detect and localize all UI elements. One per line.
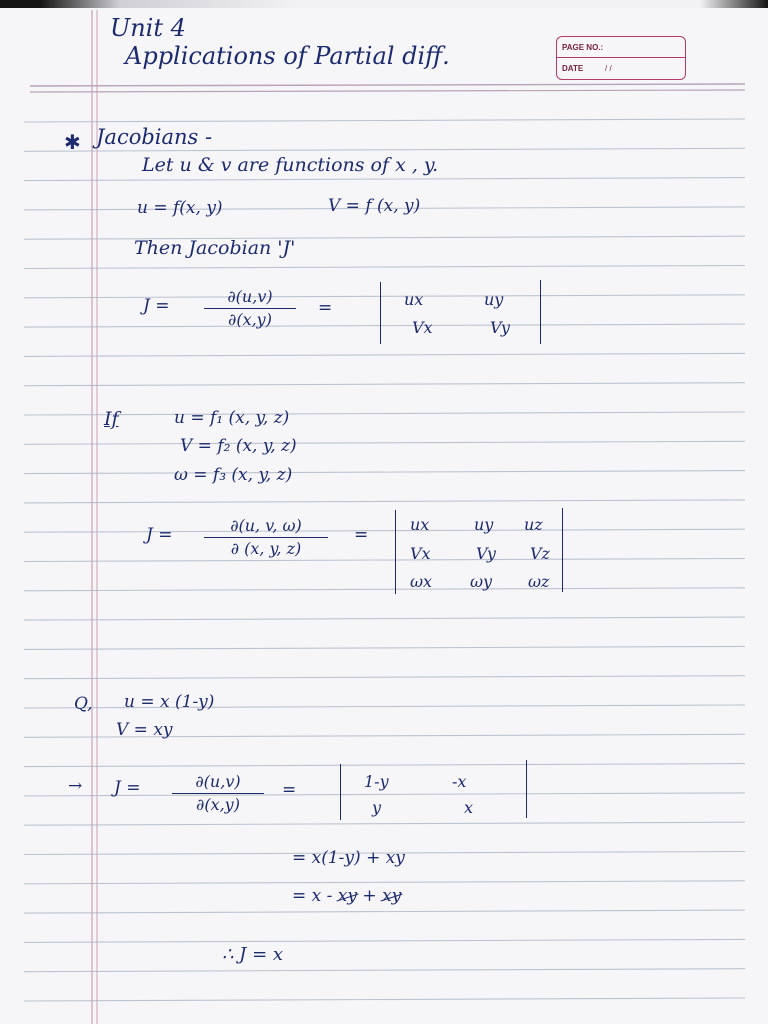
fraction-numerator: ∂(u,v) bbox=[227, 287, 273, 306]
ruled-line bbox=[24, 939, 745, 942]
question-label: Q, bbox=[74, 694, 93, 714]
date-label: DATE bbox=[562, 64, 584, 73]
ruled-line bbox=[24, 881, 745, 884]
ruled-line bbox=[24, 295, 745, 298]
equals-sign: = bbox=[282, 780, 297, 800]
example-v: V = xy bbox=[116, 720, 173, 740]
fraction-denominator: ∂ (x, y, z) bbox=[230, 539, 302, 558]
ruled-line bbox=[24, 998, 745, 1001]
header-rule bbox=[30, 90, 745, 92]
ruled-line bbox=[24, 822, 745, 825]
jacobian-lhs: J = bbox=[114, 778, 141, 798]
matrix-cell: Vy bbox=[476, 544, 496, 563]
intro-line: Let u & v are functions of x , y. bbox=[142, 154, 439, 176]
if-label: If bbox=[104, 408, 119, 430]
matrix-cell: uz bbox=[524, 515, 543, 534]
fraction-bar bbox=[172, 793, 264, 794]
ruled-line bbox=[24, 676, 745, 679]
step-two bbox=[292, 886, 401, 906]
jacobian-lhs: J = bbox=[143, 296, 170, 316]
stamp-divider bbox=[557, 57, 685, 58]
matrix-cell: uy bbox=[484, 290, 504, 309]
step-two-lead: = x - bbox=[292, 886, 333, 906]
ruled-line bbox=[24, 617, 745, 620]
equals-sign: = bbox=[354, 525, 369, 545]
fraction-bar bbox=[204, 537, 328, 538]
matrix-cell: Vx bbox=[410, 544, 431, 563]
ruled-line bbox=[24, 471, 745, 474]
topic-title: Applications of Partial diff. bbox=[125, 42, 450, 70]
v-function: V = f₂ (x, y, z) bbox=[180, 436, 297, 456]
ruled-line bbox=[24, 266, 745, 269]
ruled-line bbox=[24, 353, 745, 356]
ruled-line bbox=[24, 412, 745, 415]
w-function: ω = f₃ (x, y, z) bbox=[174, 465, 293, 485]
page-date-stamp bbox=[556, 36, 686, 80]
matrix-cell: ωy bbox=[470, 572, 493, 591]
ruled-line bbox=[24, 119, 745, 122]
section-heading: Jacobians - bbox=[96, 125, 213, 149]
matrix-cell: ux bbox=[404, 290, 424, 309]
jacobian3-fraction bbox=[204, 516, 328, 559]
determinant-right-bar bbox=[540, 280, 541, 344]
matrix-cell: -x bbox=[452, 772, 467, 791]
unit-title: Unit 4 bbox=[110, 14, 186, 42]
v-definition: V = f (x, y) bbox=[328, 196, 421, 216]
determinant-left-bar bbox=[340, 764, 341, 820]
fraction-numerator: ∂(u, v, ω) bbox=[230, 516, 302, 535]
ruled-line bbox=[24, 236, 745, 239]
matrix-cell: Vz bbox=[530, 544, 550, 563]
matrix-cell: ωx bbox=[410, 572, 433, 591]
matrix-cell: x bbox=[464, 798, 474, 817]
bullet-icon: ✱ bbox=[64, 130, 81, 154]
determinant-left-bar bbox=[395, 510, 396, 594]
matrix-cell: y bbox=[372, 798, 382, 817]
fraction-bar bbox=[204, 308, 296, 309]
jacobian-lhs: J = bbox=[146, 525, 173, 545]
ruled-line bbox=[24, 383, 745, 386]
example-u: u = x (1-y) bbox=[124, 692, 215, 712]
fraction-denominator: ∂(x,y) bbox=[228, 310, 272, 329]
cancelled-term: xy bbox=[382, 886, 402, 906]
date-slashes: / / bbox=[605, 64, 612, 73]
cancelled-term: xy bbox=[337, 886, 357, 906]
final-result: ∴ J = x bbox=[222, 944, 284, 965]
ruled-line bbox=[24, 529, 745, 532]
matrix-cell: ux bbox=[410, 515, 430, 534]
ruled-line bbox=[24, 559, 745, 562]
ruled-line bbox=[24, 969, 745, 972]
determinant-left-bar bbox=[380, 282, 381, 344]
u-definition: u = f(x, y) bbox=[137, 198, 223, 218]
matrix-cell: 1-y bbox=[364, 772, 389, 791]
ruled-line bbox=[24, 500, 745, 503]
ruled-line bbox=[24, 588, 745, 591]
page-no-label: PAGE NO.: bbox=[562, 43, 604, 52]
step-one: = x(1-y) + xy bbox=[292, 848, 405, 868]
fraction-numerator: ∂(u,v) bbox=[195, 772, 241, 791]
example-fraction bbox=[172, 772, 264, 815]
jacobian2-fraction bbox=[204, 287, 296, 330]
ruled-line bbox=[24, 178, 745, 181]
ruled-line bbox=[24, 910, 745, 913]
ruled-line bbox=[24, 324, 745, 327]
matrix-cell: Vx bbox=[412, 318, 433, 337]
ruled-line bbox=[24, 441, 745, 444]
fraction-denominator: ∂(x,y) bbox=[196, 795, 240, 814]
u-function: u = f₁ (x, y, z) bbox=[174, 408, 290, 428]
matrix-cell: ωz bbox=[528, 572, 550, 591]
ruled-line bbox=[24, 764, 745, 767]
header-rule bbox=[30, 84, 745, 86]
plus-sign: + bbox=[362, 886, 377, 906]
arrow-icon: → bbox=[68, 776, 83, 796]
ruled-line bbox=[24, 646, 745, 649]
determinant-right-bar bbox=[526, 760, 527, 818]
jacobian-intro: Then Jacobian 'J' bbox=[134, 237, 296, 259]
matrix-cell: uy bbox=[474, 515, 494, 534]
equals-sign: = bbox=[318, 298, 333, 318]
matrix-cell: Vy bbox=[490, 318, 510, 337]
determinant-right-bar bbox=[562, 508, 563, 592]
